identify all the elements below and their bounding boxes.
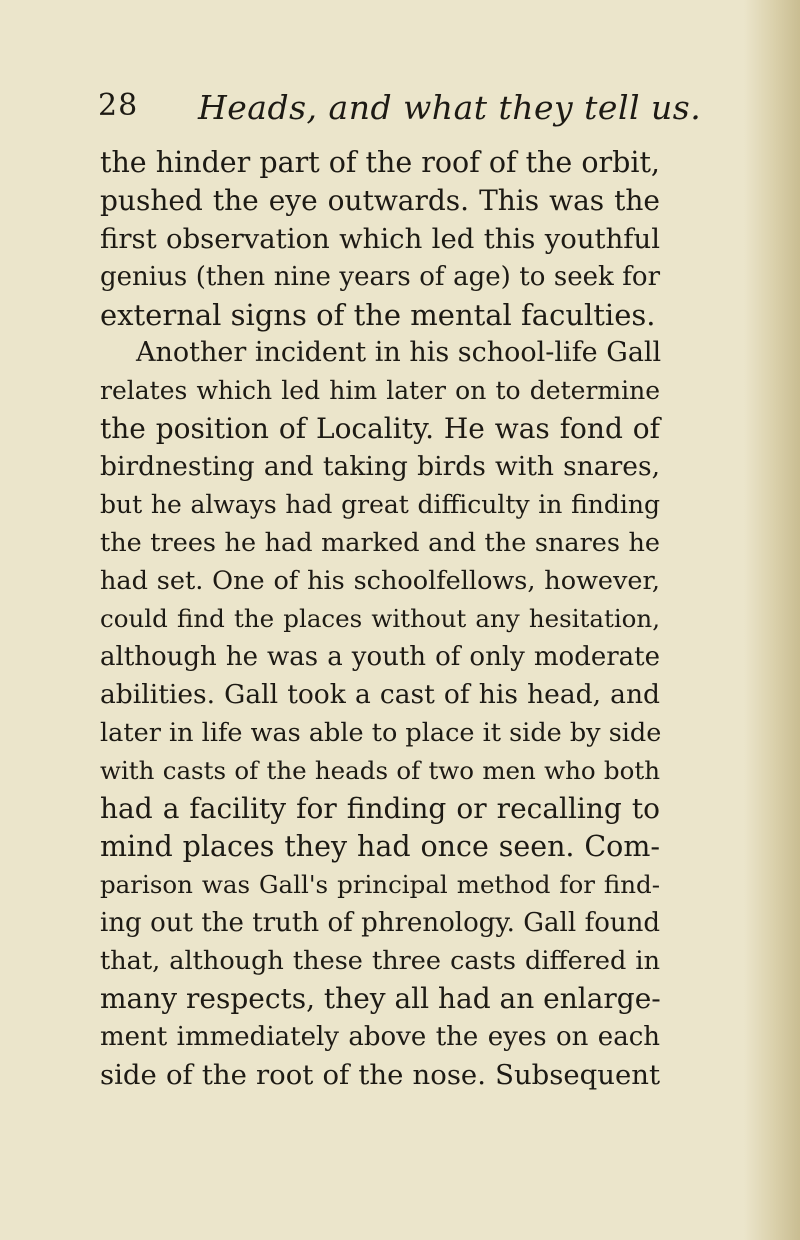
text-line: although he was a youth of only moderate <box>100 642 660 672</box>
text-line: birdnesting and taking birds with snares, <box>100 451 660 482</box>
text-line: mind places they had once seen. Com- <box>100 830 660 863</box>
book-title: Heads, and what they tell us. <box>198 88 702 127</box>
text-line: pushed the eye outwards. This was the <box>100 184 660 217</box>
text-line: Another incident in his school-life Gall <box>136 337 662 368</box>
text-line: the position of Locality. He was fond of <box>100 412 660 445</box>
text-line: first observation which led this youthful <box>100 223 660 255</box>
text-line: with casts of the heads of two men who both <box>100 756 660 785</box>
text-line: ment immediately above the eyes on each <box>100 1022 660 1052</box>
text-line: but he always had great difficulty in finding <box>100 490 660 519</box>
text-line: relates which led him later on to determine <box>100 376 660 405</box>
text-line: that, although these three casts differed in <box>100 946 660 976</box>
text-line: many respects, they all had an enlarge- <box>100 982 661 1015</box>
text-line: abilities. Gall took a cast of his head, and <box>100 679 660 710</box>
text-line: had set. One of his schoolfellows, however, <box>100 566 660 596</box>
page-number: 28 <box>98 88 139 123</box>
text-line: could find the places without any hesitation, <box>100 604 660 633</box>
text-line: later in life was able to place it side by side <box>100 718 662 748</box>
text-line: parison was Gall's principal method for find- <box>100 870 660 899</box>
body-text <box>100 144 660 1094</box>
text-line: external signs of the mental faculties. <box>100 298 656 332</box>
text-line: ing out the truth of phrenology. Gall found <box>100 908 660 938</box>
text-line: had a facility for finding or recalling to <box>100 792 660 825</box>
text-line: side of the root of the nose. Subsequent <box>100 1059 660 1091</box>
running-head <box>98 88 702 132</box>
text-line: the hinder part of the roof of the orbit, <box>100 146 660 179</box>
text-line: genius (then nine years of age) to seek for <box>100 262 660 292</box>
text-line: the trees he had marked and the snares he <box>100 528 660 558</box>
